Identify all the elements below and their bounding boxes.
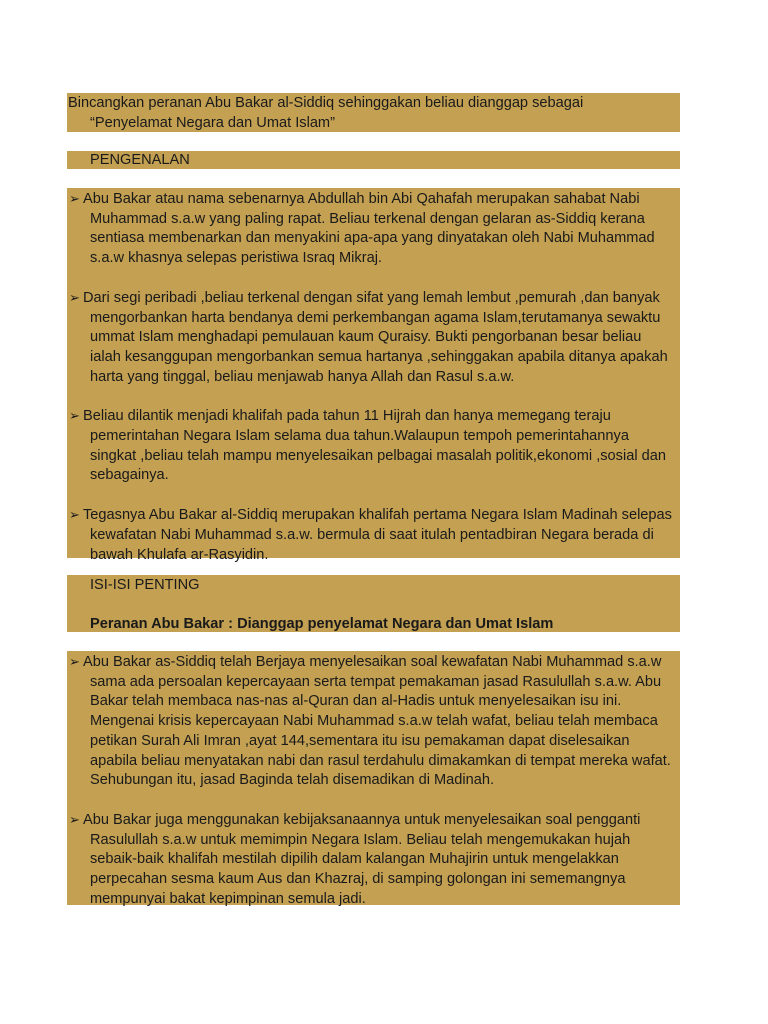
section-heading-text: PENGENALAN (90, 152, 190, 168)
essay-question (67, 93, 680, 132)
list-item (68, 406, 676, 486)
list-item (68, 810, 676, 910)
pengenalan-list (67, 188, 680, 563)
section-heading-pengenalan (67, 151, 680, 169)
section-subheading: Peranan Abu Bakar : Dianggap penyelamat Negara dan Umat Islam (90, 615, 554, 632)
list-item (68, 288, 676, 388)
list-item-text: Beliau dilantik menjadi khalifah pada tahun 11 Hijrah dan hanya memegang teraju pemerintahan Negara Islam selama dua tahun.Walaupun tempoh pemerintahannya singkat ,beliau telah mampu menyelesaikan pelbagai masalah politik,ekonomi ,sosial dan sebagainya. (83, 408, 666, 484)
list-item (68, 189, 676, 269)
arrow-bullet-icon: ➢ (69, 191, 80, 206)
arrow-bullet-icon: ➢ (69, 408, 80, 424)
list-item-text: Dari segi peribadi ,beliau terkenal dengan sifat yang lemah lembut ,pemurah ,dan banyak mengorbankan harta bendanya demi perkembangan agama Islam,terutamanya sewaktu ummat Islam menghadapi pemulauan kaum Quraisy. Bukti pengorbanan besar beliau ialah kesanggupan mengorbankan semua hartanya ,sehinggakan apabila ditanya apakah harta yang tinggal, beliau menjawab hanya Allah dan Rasul s.a.w. (83, 289, 668, 385)
essay-question-line-2: “Penyelamat Negara dan Umat Islam” (90, 114, 335, 131)
arrow-bullet-icon: ➢ (69, 289, 80, 305)
list-item-text: Tegasnya Abu Bakar al-Siddiq merupakan khalifah pertama Negara Islam Madinah selepas kewafatan Nabi Muhammad s.a.w. bermula di saat itulah pentadbiran Negara berada di bawah Khulafa ar-Rasyidin. (83, 507, 672, 563)
isi-penting-list (67, 651, 680, 905)
list-item (68, 505, 676, 565)
essay-question-line-1: Bincangkan peranan Abu Bakar al-Siddiq sehinggakan beliau dianggap sebagai (68, 95, 584, 111)
list-item-text: Abu Bakar juga menggunakan kebijaksanaannya untuk menyelesaikan soal pengganti Rasulullah s.a.w untuk memimpin Negara Islam. Beliau telah mengemukakan hujah sebaik-baik khalifah mestilah dipilih dalam kalangan Muhajirin untuk mengelakkan perpecahan sesma kaum Aus dan Khazraj, di samping golongan ini sememangnya mempunyai bakat kepimpinan semula jadi. (83, 811, 641, 907)
arrow-bullet-icon: ➢ (69, 811, 80, 827)
list-item (68, 652, 676, 791)
list-item-text: Abu Bakar atau nama sebenarnya Abdullah bin Abi Qahafah merupakan sahabat Nabi Muhammad s.a.w yang paling rapat. Beliau terkenal dengan gelaran as-Siddiq kerana sentiasa membenarkan dan menyakini apa-apa yang dinyatakan oleh Nabi Muhammad s.a.w khasnya selepas peristiwa Israq Mikraj. (83, 191, 655, 267)
list-item-text: Abu Bakar as-Siddiq telah Berjaya menyelesaikan soal kewafatan Nabi Muhammad s.a.w sama ada persoalan kepercayaan serta tempat pemakaman jasad Rasulullah s.a.w. Abu Bakar telah membaca nas-nas al-Quran dan al-Hadis untuk menyelesaikan isu ini. Mengenai krisis kepercayaan Nabi Muhammad s.a.w telah wafat, beliau telah membaca petikan Surah Ali Imran ,ayat 144,sementara itu isu pemakaman dapat diselesaikan apabila beliau menyatakan nabi dan rasul terdahulu dimakamkan di tempat mereka wafat. Sehubungan itu, jasad Baginda telah disemadikan di Madinah. (83, 654, 671, 789)
arrow-bullet-icon: ➢ (69, 654, 80, 669)
arrow-bullet-icon: ➢ (69, 507, 80, 523)
section-heading-isi-penting (67, 575, 680, 632)
section-heading-text: ISI-ISI PENTING (90, 577, 200, 593)
